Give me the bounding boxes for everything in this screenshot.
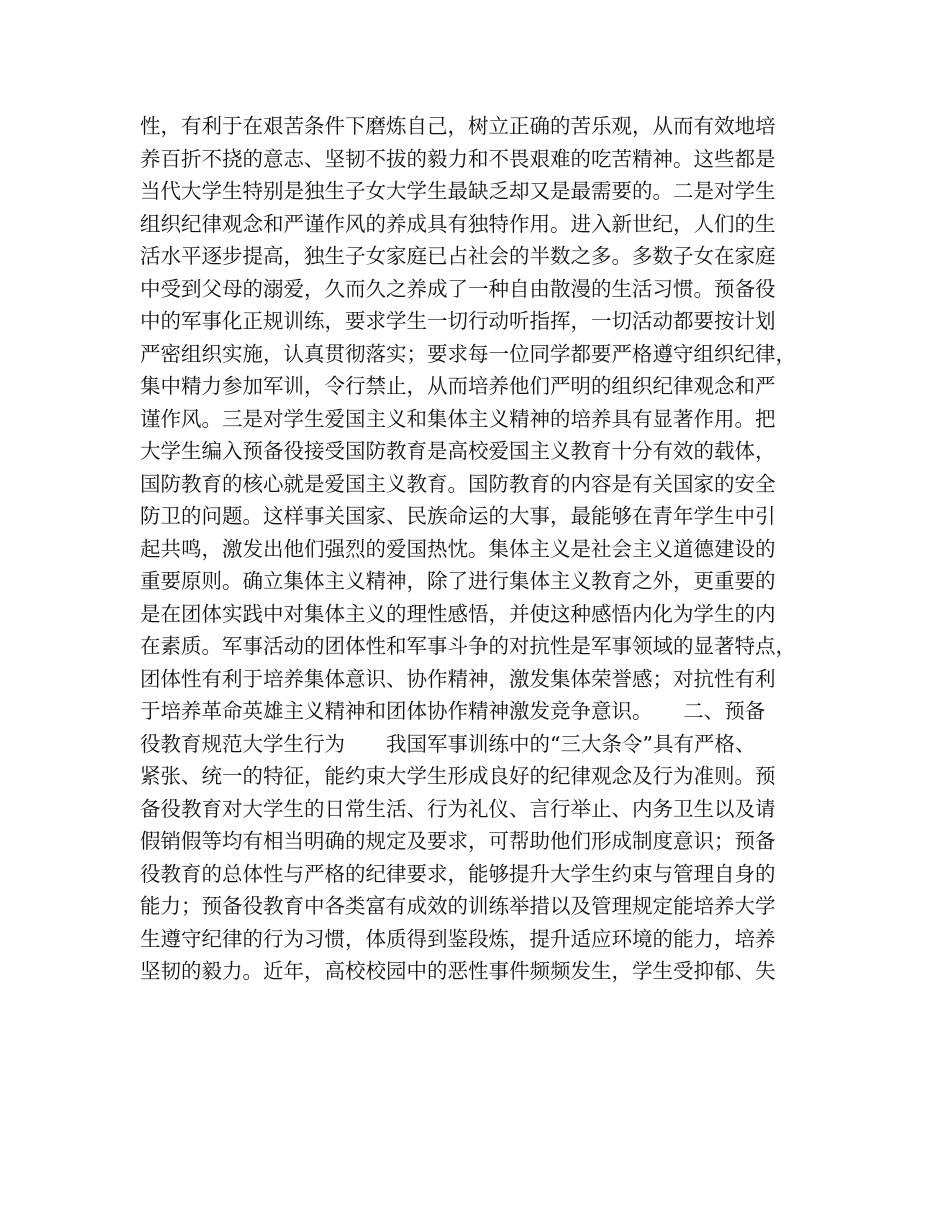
text-line: 组织纪律观念和严谨作风的养成具有独特作用。进入新世纪，人们的生 [140, 211, 776, 236]
text-line: 中受到父母的溺爱，久而久之养成了一种自由散漫的生活习惯。预备役 [140, 276, 776, 301]
body-text [140, 110, 820, 988]
text-line: 于培养革命英雄主义精神和团体协作精神激发竞争意识。 二、预备 [140, 699, 766, 723]
text-line: 集中精力参加军训，令行禁止，从而培养他们严明的组织纪律观念和严 [140, 374, 776, 398]
text-line: 紧张、统一的特征，能约束大学生形成良好的纪律观念及行为准则。预 [140, 764, 776, 788]
text-line: 坚韧的毅力。近年，高校校园中的恶性事件频频发生，学生受抑郁、失 [140, 959, 776, 983]
text-line: 防卫的问题。这样事关国家、民族命运的大事，最能够在青年学生中引 [140, 504, 776, 528]
text-line: 是在团体实践中对集体主义的理性感悟，并使这种感悟内化为学生的内 [140, 601, 776, 626]
text-line: 役教育的总体性与严格的纪律要求，能够提升大学生约束与管理自身的 [140, 861, 776, 886]
text-line: 生遵守纪律的行为习惯，体质得到鉴段炼，提升适应环境的能力，培养 [140, 926, 776, 951]
text-line: 养百折不挠的意志、坚韧不拔的毅力和不畏艰难的吃苦精神。这些都是 [140, 146, 776, 171]
text-line: 在素质。军事活动的团体性和军事斗争的对抗性是军事领域的显著特点， [140, 634, 796, 658]
text-line: 中的军事化正规训练，要求学生一切行动听指挥，一切活动都要按计划 [140, 309, 776, 333]
text-line: 严密组织实施，认真贯彻落实；要求每一位同学都要严格遵守组织纪律， [140, 341, 796, 366]
text-line: 起共鸣，激发出他们强烈的爱国热忱。集体主义是社会主义道德建设的 [140, 536, 776, 561]
text-line: 谨作风。三是对学生爱国主义和集体主义精神的培养具有显著作用。把 [140, 406, 776, 431]
text-line: 活水平逐步提高，独生子女家庭已占社会的半数之多。多数子女在家庭 [140, 244, 776, 268]
text-line: 假销假等均有相当明确的规定及要求，可帮助他们形成制度意识；预备 [140, 829, 776, 853]
text-line: 当代大学生特别是独生子女大学生最缺乏却又是最需要的。二是对学生 [140, 179, 776, 203]
text-line: 役教育规范大学生行为 我国军事训练中的“三大条令”具有严格、 [140, 731, 756, 756]
text-line: 性，有利于在艰苦条件下磨炼自己，树立正确的苦乐观，从而有效地培 [140, 114, 776, 138]
text-line: 大学生编入预备役接受国防教育是高校爱国主义教育十分有效的载体， [140, 439, 776, 463]
text-line: 能力；预备役教育中各类富有成效的训练举措以及管理规定能培养大学 [140, 894, 776, 918]
text-line: 重要原则。确立集体主义精神，除了进行集体主义教育之外，更重要的 [140, 569, 776, 593]
text-line: 国防教育的核心就是爱国主义教育。国防教育的内容是有关国家的安全 [140, 471, 776, 496]
text-line: 备役教育对大学生的日常生活、行为礼仪、言行举止、内务卫生以及请 [140, 796, 776, 821]
text-line: 团体性有利于培养集体意识、协作精神，激发集体荣誉感；对抗性有利 [140, 666, 776, 691]
